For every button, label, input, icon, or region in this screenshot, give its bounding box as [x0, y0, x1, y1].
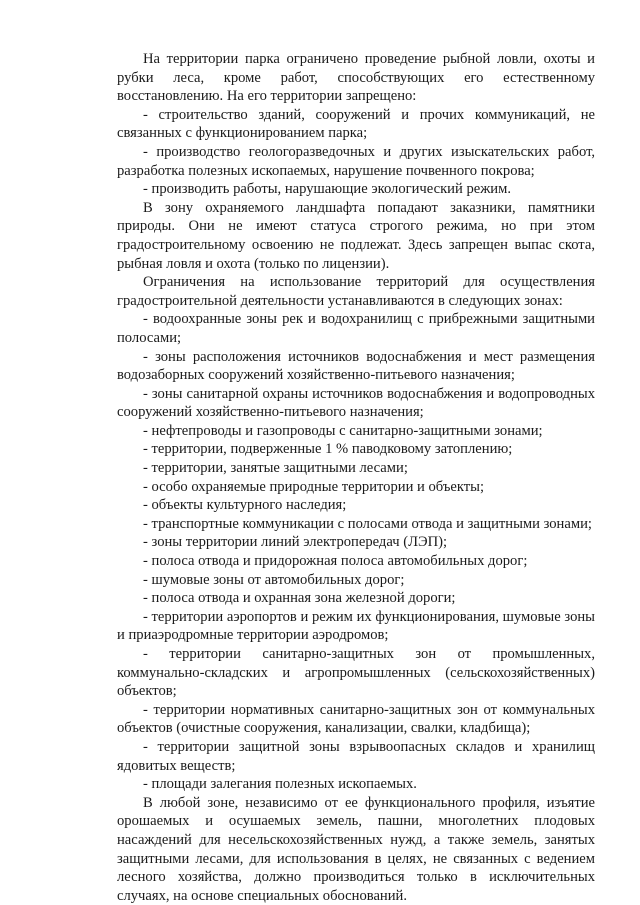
list-item-industrial-zones: - территории санитарно-защитных зон от промышленных, коммунально-складских и агропромышленных (сельскохозяйственных) объектов; [117, 646, 595, 700]
list-item-water-protection: - водоохранные зоны рек и водохранилищ с прибрежными защитными полосами; [117, 311, 595, 346]
list-item-construction: - строительство зданий, сооружений и прочих коммуникаций, не связанных с функционированием парка; [117, 106, 595, 142]
list-item-road-noise: - шумовые зоны от автомобильных дорог; [143, 571, 405, 588]
paragraph-landscape-zone: В зону охраняемого ландшафта попадают заказники, памятники природы. Они не имеют статуса строгого режима, но при этом градостроительному освоению не подлежат. Здесь запрещен выпас скота, рыбная ловля и охота (только по лицензии). [117, 199, 595, 272]
list-item-sanitary-protection: - зоны санитарной охраны источников водоснабжения и водопроводных сооружений хозяйственно-питьевого назначения; [117, 385, 595, 421]
list-item-power-lines: - зоны территории линий электропередач (ЛЭП); [143, 534, 448, 551]
list-item-transport: - транспортные коммуникации с полосами отвода и защитными зонами; [143, 515, 592, 532]
list-item-protected-areas: - особо охраняемые природные территории и объекты; [143, 478, 485, 495]
list-item-ecological-works: - производить работы, нарушающие экологический режим. [143, 181, 511, 198]
list-item-mineral-deposits: - площади залегания полезных ископаемых. [143, 776, 417, 793]
list-item-communal-zones: - территории нормативных санитарно-защитных зон от коммунальных объектов (очистные сооружения, канализации, свалки, кладбища); [117, 701, 595, 737]
list-item-road-strip: - полоса отвода и придорожная полоса автомобильных дорог; [143, 553, 528, 570]
list-item-railway: - полоса отвода и охранная зона железной дороги; [143, 590, 456, 607]
list-item-cultural-heritage: - объекты культурного наследия; [143, 497, 347, 514]
paragraph-park-restrictions: На территории парка ограничено проведение рыбной ловли, охоты и рубки леса, кроме работ, способствующих его естественному восстановлению. На его территории запрещено: [117, 51, 595, 105]
document-body [117, 50, 595, 905]
list-item-exploration: - производство геологоразведочных и других изыскательских работ, разработка полезных ископаемых, нарушение почвенного покрова; [117, 143, 595, 179]
list-item-flood-areas: - территории, подверженные 1 % паводковому затоплению; [143, 441, 513, 458]
paragraph-urban-restrictions: Ограничения на использование территорий для осуществления градостроительной деятельности устанавливаются в следующих зонах: [117, 274, 595, 309]
paragraph-land-withdrawal: В любой зоне, независимо от ее функционального профиля, изъятие орошаемых и осушаемых земель, пашни, многолетних плодовых насаждений для несельскохозяйственных нужд, а также земель, занятых защитными лесами, для использования в целях, не связанных с ведением лесного хозяйства, должно производиться только в исключительных случаях, на основе специальных обоснований. [117, 794, 595, 904]
list-item-explosive-storage: - территории защитной зоны взрывоопасных складов и хранилищ ядовитых веществ; [117, 738, 595, 774]
list-item-protective-forests: - территории, занятые защитными лесами; [143, 460, 408, 477]
list-item-water-sources: - зоны расположения источников водоснабжения и мест размещения водозаборных сооружений хозяйственно-питьевого назначения; [117, 348, 595, 384]
list-item-pipelines: - нефтепроводы и газопроводы с санитарно-защитными зонами; [143, 422, 543, 439]
list-item-airports: - территории аэропортов и режим их функционирования, шумовые зоны и приаэродромные территории аэродромов; [117, 608, 595, 644]
